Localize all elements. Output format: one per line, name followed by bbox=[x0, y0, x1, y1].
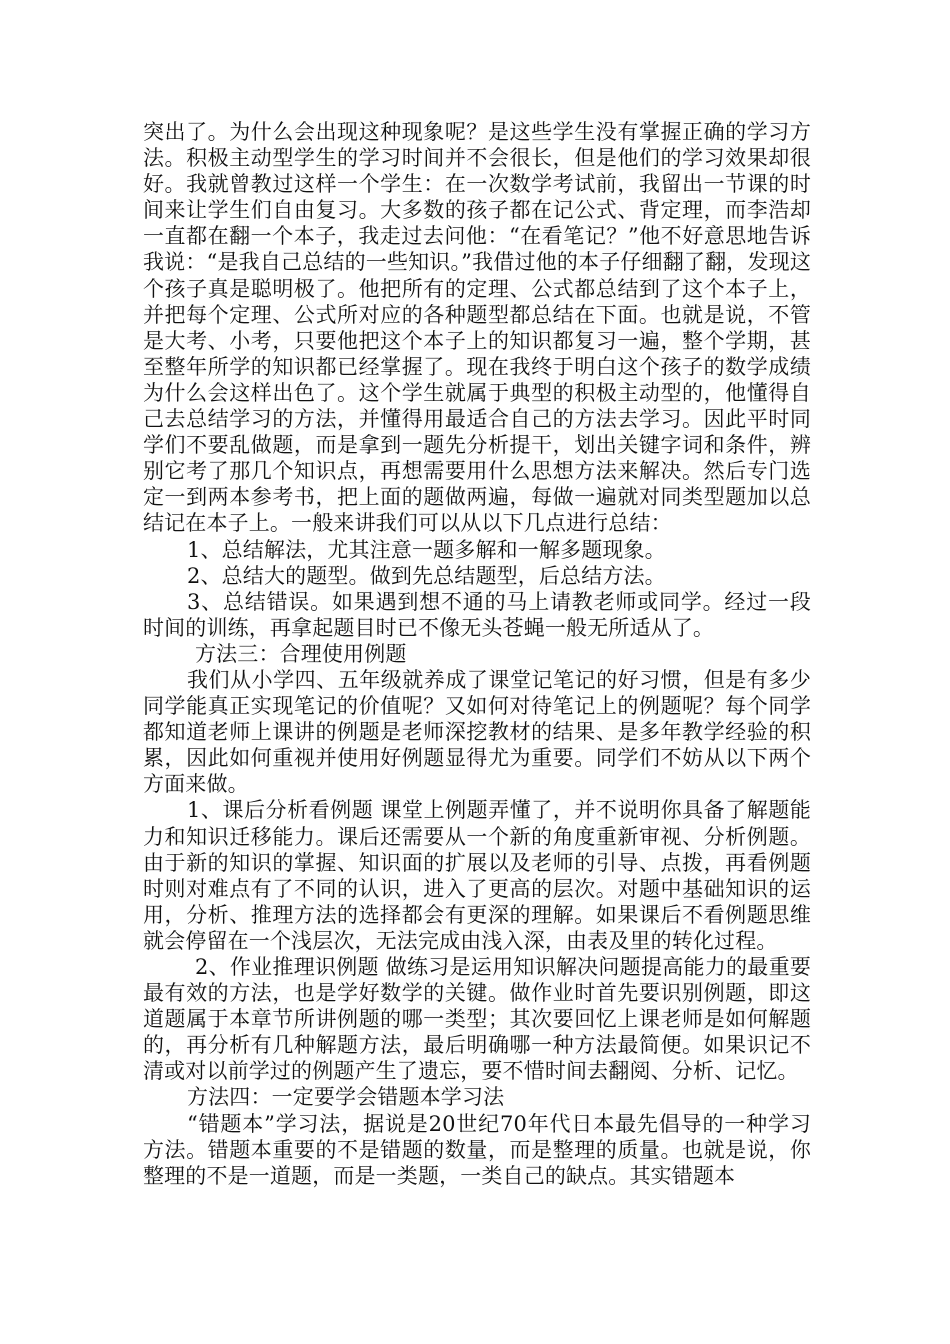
section-heading-method-4: 方法四：一定要学会错题本学习法 bbox=[187, 1085, 505, 1110]
section-heading-method-3: 方法三：合理使用例题 bbox=[195, 641, 407, 666]
body-paragraph-intro: 突出了。为什么会出现这种现象呢？是这些学生没有掌握正确的学习方法。积极主动型学生的学习时间并不会很长，但是他们的学习效果却很好。我就曾教过这样一个学生：在一次数学考试前，我留出一节课的时间来让学生们自由复习。大多数的孩子都在记公式、背定理，而李浩却一直都在翻一个本子，我走过去问他：“在看笔记？”他不好意思地告诉我说：“是我自己总结的一些知识。”我借过他的本子仔细翻了翻，发现这个孩子真是聪明极了。他把所有的定理、公式都总结到了这个本子上，并把每个定理、公式所对应的各种题型都总结在下面。也就是说，不管是大考、小考，只要他把这个本子上的知识都复习一遍，整个学期，甚至整年所学的知识都已经掌握了。现在我终于明白这个孩子的数学成绩为什么会这样出色了。这个学生就属于典型的积极主动型的，他懂得自己去总结学习的方法，并懂得用最适合自己的方法去学习。因此平时同学们不要乱做题，而是拿到一题先分析提干，划出关键字词和条件，辨别它考了那几个知识点，再想需要用什么思想方法来解决。然后专门选定一到两本参考书，把上面的题做两遍，每做一遍就对同类型题加以总结记在本子上。一般来讲我们可以从以下几点进行总结： bbox=[143, 120, 811, 536]
example-point-1: 1、课后分析看例题 课堂上例题弄懂了，并不说明你具备了解题能力和知识迁移能力。课后还需要从一个新的角度重新审视、分析例题。由于新的知识的掌握、知识面的扩展以及老师的引导、点拨，再看例题时则对难点有了不同的认识，进入了更高的层次。对题中基础知识的运用，分析、推理方法的选择都会有更深的理解。如果课后不看例题思维就会停留在一个浅层次，无法完成由浅入深，由表及里的转化过程。 bbox=[143, 798, 811, 953]
summary-item-2: 2、总结大的题型。做到先总结题型，后总结方法。 bbox=[187, 563, 666, 588]
example-point-2: 2、作业推理识例题 做练习是运用知识解决问题提高能力的最重要最有效的方法，也是学好数学的关键。做作业时首先要识别例题，即这道题属于本章节所讲例题的哪一类型；其次要回忆上课老师是如何解题的，再分析有几种解题方法，最后明确哪一种方法最简便。如果识记不清或对以前学过的例题产生了遗忘，要不惜时间去翻阅、分析、记忆。 bbox=[143, 955, 811, 1084]
summary-item-1: 1、总结解法，尤其注意一题多解和一解多题现象。 bbox=[187, 537, 666, 562]
document-page bbox=[143, 119, 811, 1189]
summary-item-3: 3、总结错误。如果遇到想不通的马上请教老师或同学。经过一段时间的训练，再拿起题目时已不像无头苍蝇一般无所适从了。 bbox=[143, 589, 811, 640]
body-paragraph-method-4: “错题本”学习法，据说是20世纪70年代日本最先倡导的一种学习方法。错题本重要的不是错题的数量，而是整理的质量。也就是说，你整理的不是一道题，而是一类题，一类自己的缺点。其实错题本 bbox=[143, 1111, 811, 1188]
body-paragraph-method-3: 我们从小学四、五年级就养成了课堂记笔记的好习惯，但是有多少同学能真正实现笔记的价值呢？又如何对待笔记上的例题呢？每个同学都知道老师上课讲的例题是老师深挖教材的结果、是多年教学经验的积累，因此如何重视并使用好例题显得尤为重要。同学们不妨从以下两个方面来做。 bbox=[143, 667, 811, 797]
